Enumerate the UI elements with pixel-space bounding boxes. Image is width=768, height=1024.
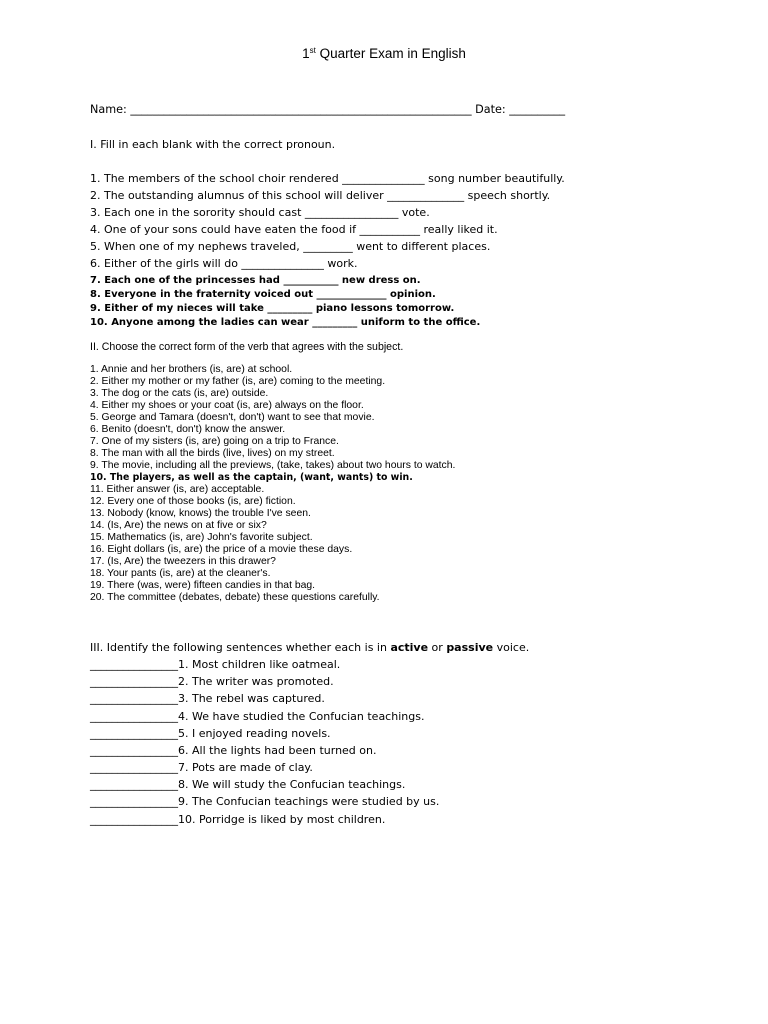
part1-item: 2. The outstanding alumnus of this school will deliver ______________ speech shortly.	[90, 189, 551, 202]
part2-item: 5. George and Tamara (doesn't, don't) want to see that movie.	[90, 412, 375, 423]
part3-heading	[90, 641, 529, 654]
answer-blank: ________________	[90, 658, 178, 671]
answer-blank: ________________	[90, 795, 178, 808]
passive-keyword: passive	[446, 641, 494, 654]
part1-item: 5. When one of my nephews traveled, _________ went to different places.	[90, 240, 491, 253]
or-text: or	[428, 641, 447, 654]
answer-blank: ________________	[90, 813, 178, 826]
part3-item	[90, 778, 405, 791]
part1-item: 6. Either of the girls will do _______________ work.	[90, 257, 358, 270]
active-keyword: active	[390, 641, 429, 654]
part2-item: 19. There (was, were) fifteen candies in that bag.	[90, 580, 316, 591]
part3-sentence: 8. We will study the Confucian teachings.	[178, 778, 406, 791]
part1-item: 7. Each one of the princesses had ___________ new dress on.	[90, 275, 421, 286]
part3-item	[90, 813, 385, 826]
part2-item: 1. Annie and her brothers (is, are) at school.	[90, 364, 293, 375]
part3-item	[90, 692, 325, 705]
part2-item: 7. One of my sisters (is, are) going on a trip to France.	[90, 436, 339, 447]
part2-item: 2. Either my mother or my father (is, are) coming to the meeting.	[90, 376, 386, 387]
answer-blank: ________________	[90, 675, 178, 688]
date-label: Date:	[471, 103, 510, 116]
part1-item: 9. Either of my nieces will take _________ piano lessons tomorrow.	[90, 303, 455, 314]
part1-heading: I. Fill in each blank with the correct pronoun.	[90, 138, 336, 151]
part2-item: 12. Every one of those books (is, are) fiction.	[90, 496, 296, 507]
name-date-row	[90, 103, 565, 116]
part2-item: 14. (Is, Are) the news on at five or six?	[90, 520, 267, 531]
part2-item: 17. (Is, Are) the tweezers in this drawer?	[90, 556, 276, 567]
part2-heading: II. Choose the correct form of the verb that agrees with the subject.	[90, 341, 404, 353]
part3-item	[90, 795, 439, 808]
answer-blank: ________________	[90, 692, 178, 705]
part2-item: 18. Your pants (is, are) at the cleaner's.	[90, 568, 271, 579]
answer-blank: ________________	[90, 778, 178, 791]
part1-item: 3. Each one in the sorority should cast _________________ vote.	[90, 206, 430, 219]
name-label: Name:	[90, 103, 131, 116]
part3-sentence: 1. Most children like oatmeal.	[178, 658, 341, 671]
answer-blank: ________________	[90, 727, 178, 740]
date-blank: __________	[509, 103, 566, 116]
part3-item	[90, 727, 331, 740]
part2-item: 9. The movie, including all the previews, (take, takes) about two hours to watch.	[90, 460, 456, 471]
part2-item: 16. Eight dollars (is, are) the price of a movie these days.	[90, 544, 353, 555]
title-text: Quarter Exam in English	[315, 46, 466, 61]
part3-sentence: 5. I enjoyed reading novels.	[178, 727, 331, 740]
part3-heading-text: III. Identify the following sentences whether each is in	[90, 641, 391, 654]
part3-item	[90, 675, 334, 688]
part2-item: 6. Benito (doesn't, don't) know the answer.	[90, 424, 286, 435]
part3-item	[90, 744, 377, 757]
part3-item	[90, 761, 313, 774]
part2-item: 13. Nobody (know, knows) the trouble I've seen.	[90, 508, 311, 519]
part3-sentence: 7. Pots are made of clay.	[178, 761, 313, 774]
title-superscript: st	[309, 46, 316, 55]
part1-item: 10. Anyone among the ladies can wear _________ uniform to the office.	[90, 317, 481, 328]
part2-item: 20. The committee (debates, debate) these questions carefully.	[90, 592, 380, 603]
part3-item	[90, 710, 424, 723]
part1-item: 1. The members of the school choir rendered _______________ song number beautifully.	[90, 172, 565, 185]
part3-sentence: 3. The rebel was captured.	[178, 692, 325, 705]
part3-item	[90, 658, 340, 671]
part3-sentence: 6. All the lights had been turned on.	[178, 744, 377, 757]
part1-item: 4. One of your sons could have eaten the food if ___________ really liked it.	[90, 223, 498, 236]
part1-item: 8. Everyone in the fraternity voiced out ______________ opinion.	[90, 289, 436, 300]
part2-item: 15. Mathematics (is, are) John's favorite subject.	[90, 532, 313, 543]
part3-sentence: 10. Porridge is liked by most children.	[178, 813, 386, 826]
part3-sentence: 2. The writer was promoted.	[178, 675, 334, 688]
part2-item: 11. Either answer (is, are) acceptable.	[90, 484, 265, 495]
part3-heading-end: voice.	[493, 641, 530, 654]
exam-title	[0, 46, 768, 61]
part2-item: 10. The players, as well as the captain, (want, wants) to win.	[90, 472, 413, 483]
part2-item: 4. Either my shoes or your coat (is, are) always on the floor.	[90, 400, 364, 411]
part3-sentence: 4. We have studied the Confucian teachings.	[178, 710, 425, 723]
part2-item: 3. The dog or the cats (is, are) outside.	[90, 388, 269, 399]
title-ordinal: 1	[302, 46, 310, 61]
answer-blank: ________________	[90, 761, 178, 774]
part3-sentence: 9. The Confucian teachings were studied by us.	[178, 795, 440, 808]
answer-blank: ________________	[90, 744, 178, 757]
answer-blank: ________________	[90, 710, 178, 723]
name-blank: _____________________________________________________________	[130, 103, 472, 116]
part2-item: 8. The man with all the birds (live, lives) on my street.	[90, 448, 335, 459]
